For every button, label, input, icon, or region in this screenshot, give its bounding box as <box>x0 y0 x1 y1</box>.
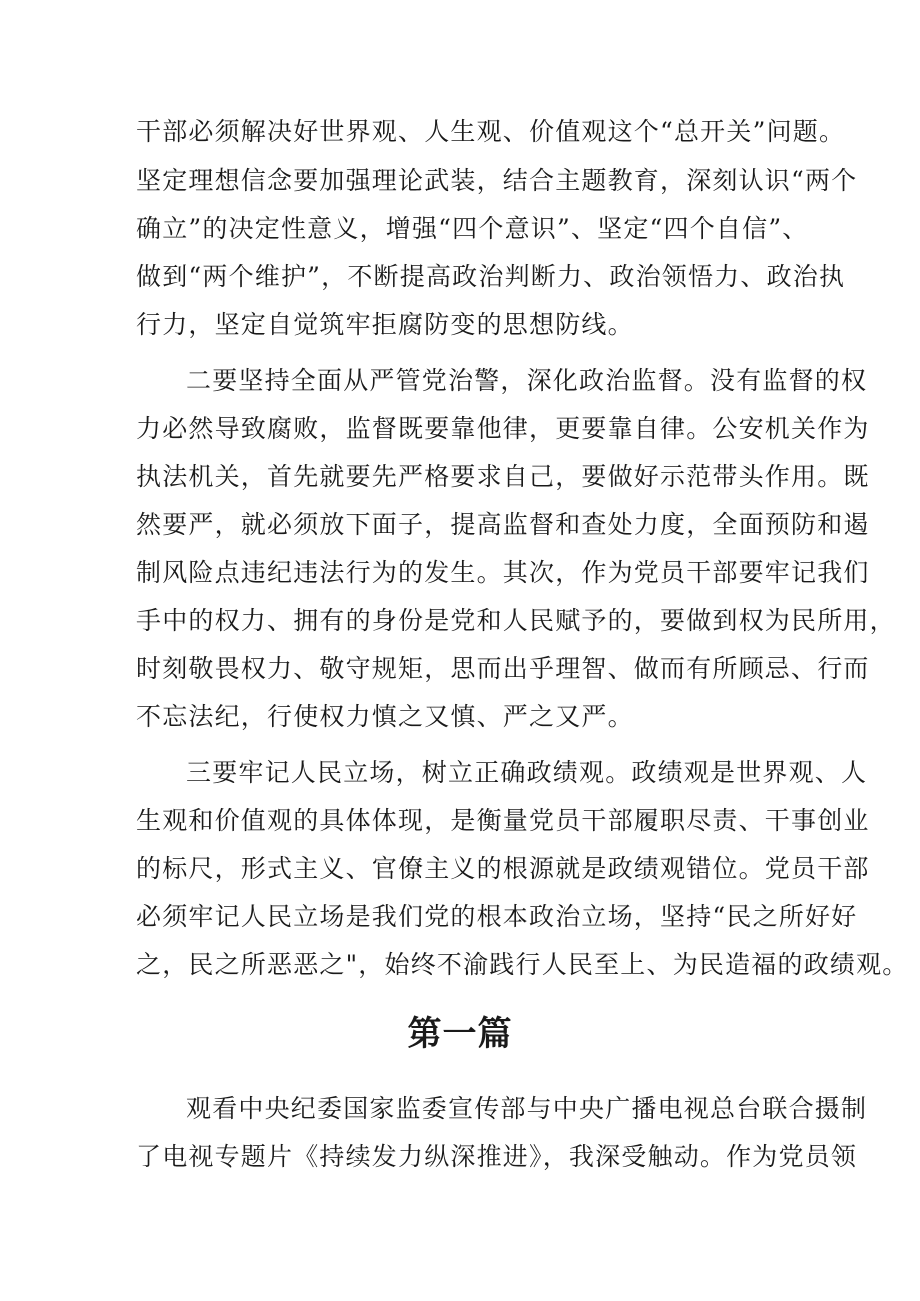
paragraph-3-line-3: 的标尺，形式主义、官僚主义的根源就是政绩观错位。党员干部 <box>136 854 870 883</box>
paragraph-2-line-5: 制风险点违纪违法行为的发生。其次，作为党员干部要牢记我们 <box>136 558 870 587</box>
paragraph-1-line-3: 确立”的决定性意义，增强“四个意识”、坚定“四个自信”、 <box>136 214 809 243</box>
paragraph-1-line-4: 做到“两个维护”，不断提高政治判断力、政治领悟力、政治执 <box>136 262 846 291</box>
paragraph-3-line-4: 必须牢记人民立场是我们党的根本政治立场，坚持“民之所好好 <box>136 902 858 931</box>
section-heading: 第一篇 <box>407 1014 513 1054</box>
paragraph-1-line-5: 行力，坚定自觉筑牢拒腐防变的思想防线。 <box>136 310 634 339</box>
paragraph-2-line-6: 手中的权力、拥有的身份是党和人民赋予的，要做到权为民所用， <box>136 606 896 635</box>
section-paragraph-line-2: 了电视专题片《持续发力纵深推进》，我深受触动。作为党员领 <box>136 1142 858 1171</box>
paragraph-2-line-7: 时刻敬畏权力、敬守规矩，思而出乎理智、做而有所顾忌、行而 <box>136 654 870 683</box>
paragraph-2-line-3: 执法机关，首先就要先严格要求自己，要做好示范带头作用。既 <box>136 462 870 491</box>
paragraph-3-line-2: 生观和价值观的具体体现，是衡量党员干部履职尽责、干事创业 <box>136 806 870 835</box>
paragraph-1-line-1: 干部必须解决好世界观、人生观、价值观这个“总开关”问题。 <box>136 117 846 146</box>
paragraph-2-line-2: 力必然导致腐败，监督既要靠他律，更要靠自律。公安机关作为 <box>136 414 870 443</box>
paragraph-3-line-1: 三要牢记人民立场，树立正确政绩观。政绩观是世界观、人 <box>186 758 868 787</box>
paragraph-1-line-2: 坚定理想信念要加强理论武装，结合主题教育，深刻认识“两个 <box>136 166 858 195</box>
paragraph-2-line-8: 不忘法纪，行使权力慎之又慎、严之又严。 <box>136 702 634 731</box>
paragraph-2-line-1: 二要坚持全面从严管党治警，深化政治监督。没有监督的权 <box>186 366 868 395</box>
section-paragraph-line-1: 观看中央纪委国家监委宣传部与中央广播电视总台联合摄制 <box>186 1094 868 1123</box>
paragraph-3-line-5: 之，民之所恶恶之"，始终不渝践行人民至上、为民造福的政绩观。 <box>136 950 909 979</box>
paragraph-2-line-4: 然要严，就必须放下面子，提高监督和查处力度，全面预防和遏 <box>136 510 870 539</box>
